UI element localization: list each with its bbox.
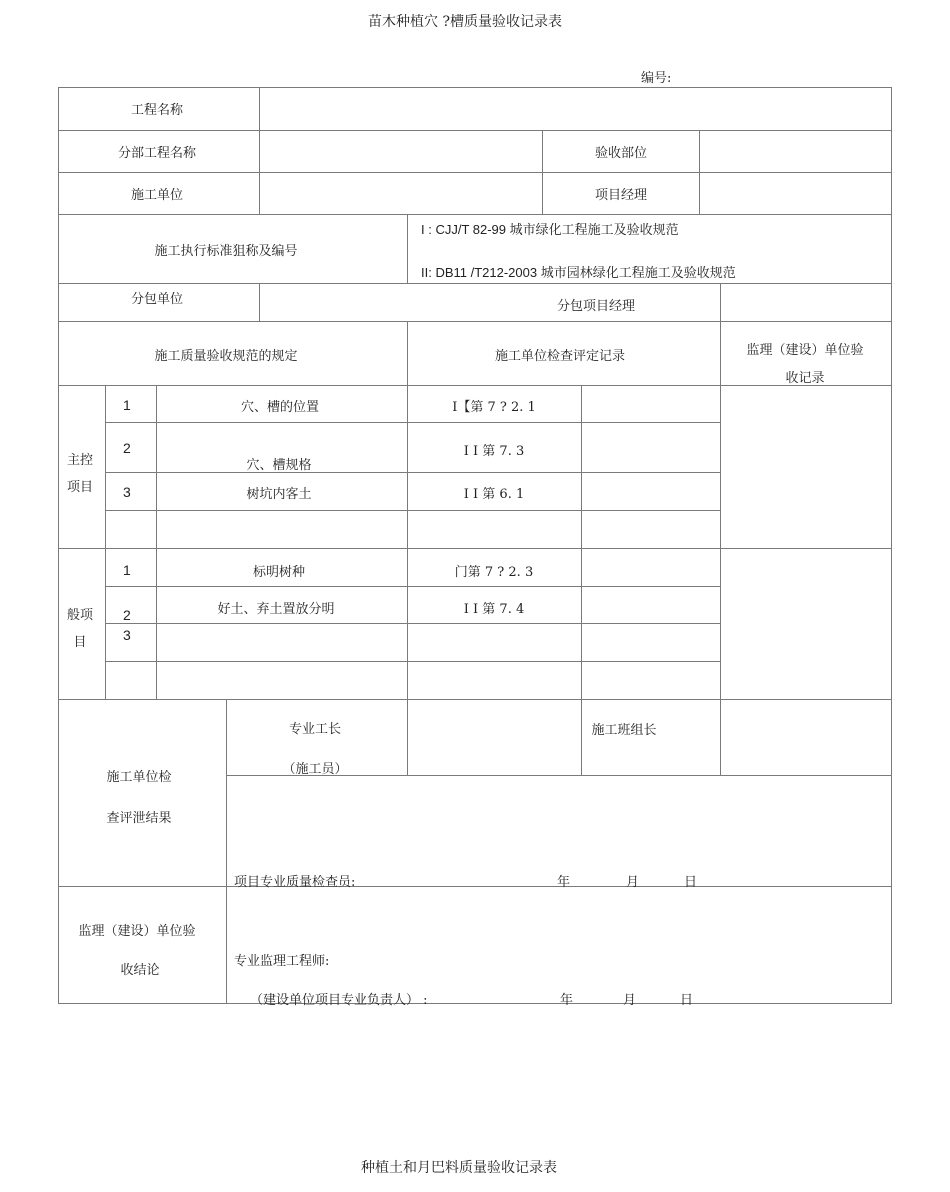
main-item-2-number: 2 <box>123 440 131 456</box>
next-form-title: 种植土和月巴料质量验收记录表 <box>361 1160 557 1176</box>
page-title: 苗木种植穴 ?槽质量验收记录表 <box>368 14 562 30</box>
main-item-3-result-field[interactable] <box>583 474 719 509</box>
project-name-label: 工程名称 <box>130 103 184 118</box>
foreman-label-line-1: 专业工长 <box>288 722 342 737</box>
main-item-2-reference: I I 第 7. 3 <box>463 444 525 459</box>
subcontract-manager-label: 分包项目经理 <box>556 299 636 314</box>
sub-project-name-label: 分部工程名称 <box>117 146 197 161</box>
owner-representative-label: （建设单位项目专业负责人） : <box>250 993 428 1008</box>
result-month-label: 月 <box>626 875 640 890</box>
supervision-main-control-field[interactable] <box>722 387 890 547</box>
project-manager-field[interactable] <box>701 174 890 214</box>
general-item-2-name: 好土、弃土置放分明 <box>217 602 335 617</box>
general-item-2-reference: I I 第 7. 4 <box>463 602 525 617</box>
project-name-field[interactable] <box>261 89 889 129</box>
construction-unit-label: 施工单位 <box>130 188 184 203</box>
standard-label: 施工执行标准狙称及编号 <box>154 244 298 259</box>
spec-header: 施工质量验收规范的规定 <box>154 349 298 364</box>
team-leader-label: 施工班组长 <box>591 723 657 738</box>
inspection-result-label-line-2: 查评泄结果 <box>106 811 172 826</box>
supervising-engineer-label: 专业监理工程师: <box>234 954 330 969</box>
main-item-3-number: 3 <box>123 484 131 500</box>
serial-number-label: 编号: <box>641 71 672 86</box>
main-item-1-result-field[interactable] <box>583 387 719 421</box>
conclusion-month-label: 月 <box>623 993 637 1008</box>
team-leader-field[interactable] <box>722 701 890 774</box>
supervision-header-line-2: 收记录 <box>785 371 825 386</box>
conclusion-label-line-1: 监理（建设）单位验 <box>78 924 196 939</box>
main-item-1-number: 1 <box>123 397 131 413</box>
conclusion-field[interactable] <box>228 888 890 944</box>
main-item-2-name: 穴、槽规格 <box>246 458 312 473</box>
inspection-result-field[interactable] <box>228 777 890 865</box>
result-year-label: 年 <box>557 875 571 890</box>
check-record-header: 施工单位检查评定记录 <box>494 349 626 364</box>
acceptance-part-field[interactable] <box>701 132 890 172</box>
result-day-label: 日 <box>684 875 698 890</box>
main-control-group-label-line-2: 项目 <box>66 480 94 495</box>
supervision-header-line-1: 监理（建设）单位验 <box>746 343 864 358</box>
subcontract-manager-field[interactable] <box>722 285 890 320</box>
subcontract-unit-label: 分包单位 <box>130 292 184 307</box>
general-item-1-result-field[interactable] <box>583 550 719 585</box>
project-manager-label: 项目经理 <box>594 188 648 203</box>
construction-unit-field[interactable] <box>261 174 541 214</box>
main-item-2-result-field[interactable] <box>583 424 719 471</box>
supervision-general-field[interactable] <box>722 550 890 698</box>
inspection-result-label-line-1: 施工单位检 <box>106 770 172 785</box>
general-item-2-result-field[interactable] <box>583 588 719 622</box>
foreman-label-line-2: （施工员） <box>282 762 348 777</box>
main-item-1-name: 穴、槽的位置 <box>240 400 320 415</box>
subcontract-unit-field[interactable] <box>261 285 511 320</box>
general-item-1-number: 1 <box>123 562 131 578</box>
general-item-2-number: 2 <box>123 607 131 623</box>
main-item-3-name: 树坑内客土 <box>246 487 312 502</box>
standard-line-1: I : CJJ/T 82-99 城市绿化工程施工及验收规范 <box>421 222 679 237</box>
acceptance-part-label: 验收部位 <box>594 146 648 161</box>
standard-line-2: II: DB11 /T212-2003 城市园林绿化工程施工及验收规范 <box>421 265 736 280</box>
quality-inspector-label: 项目专业质量检查员: <box>234 875 356 890</box>
conclusion-year-label: 年 <box>560 993 574 1008</box>
main-item-1-reference: I【第 7 ? 2. 1 <box>452 400 536 415</box>
general-item-3-number: 3 <box>123 627 131 643</box>
general-item-1-name: 标明树种 <box>252 565 306 580</box>
general-group-label-line-1: 般项 <box>66 608 94 623</box>
conclusion-label-line-2: 收结论 <box>120 963 160 978</box>
main-control-group-label-line-1: 主控 <box>66 453 94 468</box>
main-item-3-reference: I I 第 6. 1 <box>463 487 525 502</box>
foreman-field[interactable] <box>409 701 580 774</box>
sub-project-name-field[interactable] <box>261 132 541 172</box>
conclusion-day-label: 日 <box>680 993 694 1008</box>
general-item-1-reference: 门第 7 ? 2. 3 <box>454 565 534 580</box>
general-group-label-line-2: 目 <box>73 635 87 650</box>
